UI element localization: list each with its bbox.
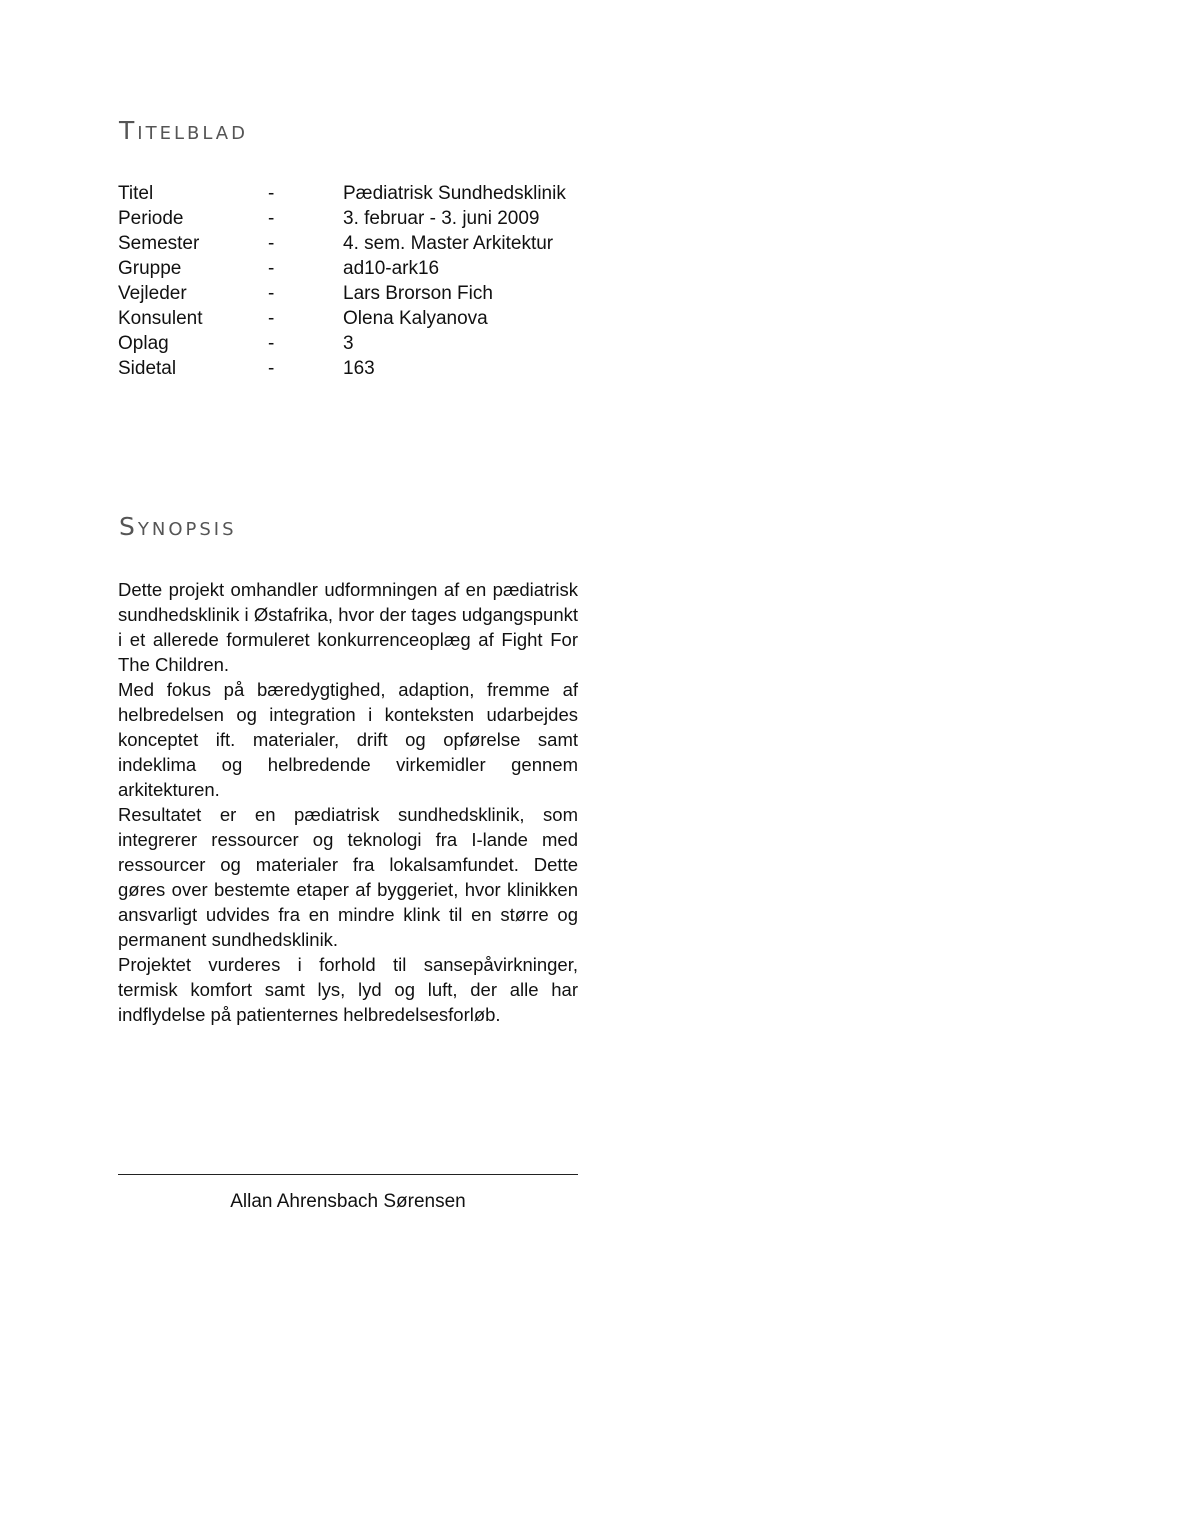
synopsis-paragraph: Med fokus på bæredygtighed, adaption, fremme af helbredelsen og integration i konteksten udarbejdes konceptet ift. materialer, drift og opførelse samt indeklima og helbredende virkemidler gennem arkitekturen. [118,679,578,800]
titelblad-info-table [118,181,566,381]
info-value: Lars Brorson Fich [343,283,493,304]
info-label: Oplag [118,333,169,354]
info-row-gruppe [118,256,566,281]
info-label: Semester [118,233,200,254]
info-label: Titel [118,183,154,204]
info-value: 3. februar - 3. juni 2009 [343,208,540,229]
info-row-periode [118,206,566,231]
info-separator: - [268,258,275,279]
info-separator: - [268,333,275,354]
synopsis-body [118,577,578,1027]
info-separator: - [268,233,275,254]
info-value: Olena Kalyanova [343,308,488,329]
info-value: ad10-ark16 [343,258,440,279]
info-separator: - [268,183,275,204]
synopsis-heading: Synopsis [119,512,237,541]
synopsis-paragraph: Projektet vurderes i forhold til sansepåvirkninger, termisk komfort samt lys, lyd og luft, der alle har indflydelse på patienternes helbredelsesforløb. [118,954,578,1025]
info-label: Sidetal [118,358,177,379]
info-row-konsulent [118,306,566,331]
info-row-sidetal [118,356,566,381]
info-separator: - [268,358,275,379]
info-label: Vejleder [118,283,187,304]
titelblad-heading: Titelblad [119,116,248,145]
signature-name: Allan Ahrensbach Sørensen [230,1191,466,1212]
signature-line [118,1174,578,1175]
info-row-oplag [118,331,566,356]
info-value: 4. sem. Master Arkitektur [343,233,554,254]
info-row-titel [118,181,566,206]
info-value: 163 [343,358,375,379]
synopsis-paragraph: Resultatet er en pædiatrisk sundhedsklinik, som integrerer ressourcer og teknologi fra I-lande med ressourcer og materialer fra lokalsamfundet. Dette gøres over bestemte etaper af byggeriet, hvor klinikken ansvarligt udvides fra en mindre klink til en større og permanent sundhedsklinik. [118,804,578,950]
synopsis-paragraph: Dette projekt omhandler udformningen af en pædiatrisk sundhedsklinik i Østafrika, hvor der tages udgangspunkt i et allerede formuleret konkurrenceoplæg af Fight For The Children. [118,579,578,675]
info-separator: - [268,283,275,304]
info-separator: - [268,208,275,229]
info-separator: - [268,308,275,329]
info-row-vejleder [118,281,566,306]
info-value: 3 [343,333,354,354]
info-row-semester [118,231,566,256]
info-label: Periode [118,208,184,229]
info-value: Pædiatrisk Sundhedsklinik [343,183,566,204]
info-label: Gruppe [118,258,182,279]
info-label: Konsulent [118,308,203,329]
